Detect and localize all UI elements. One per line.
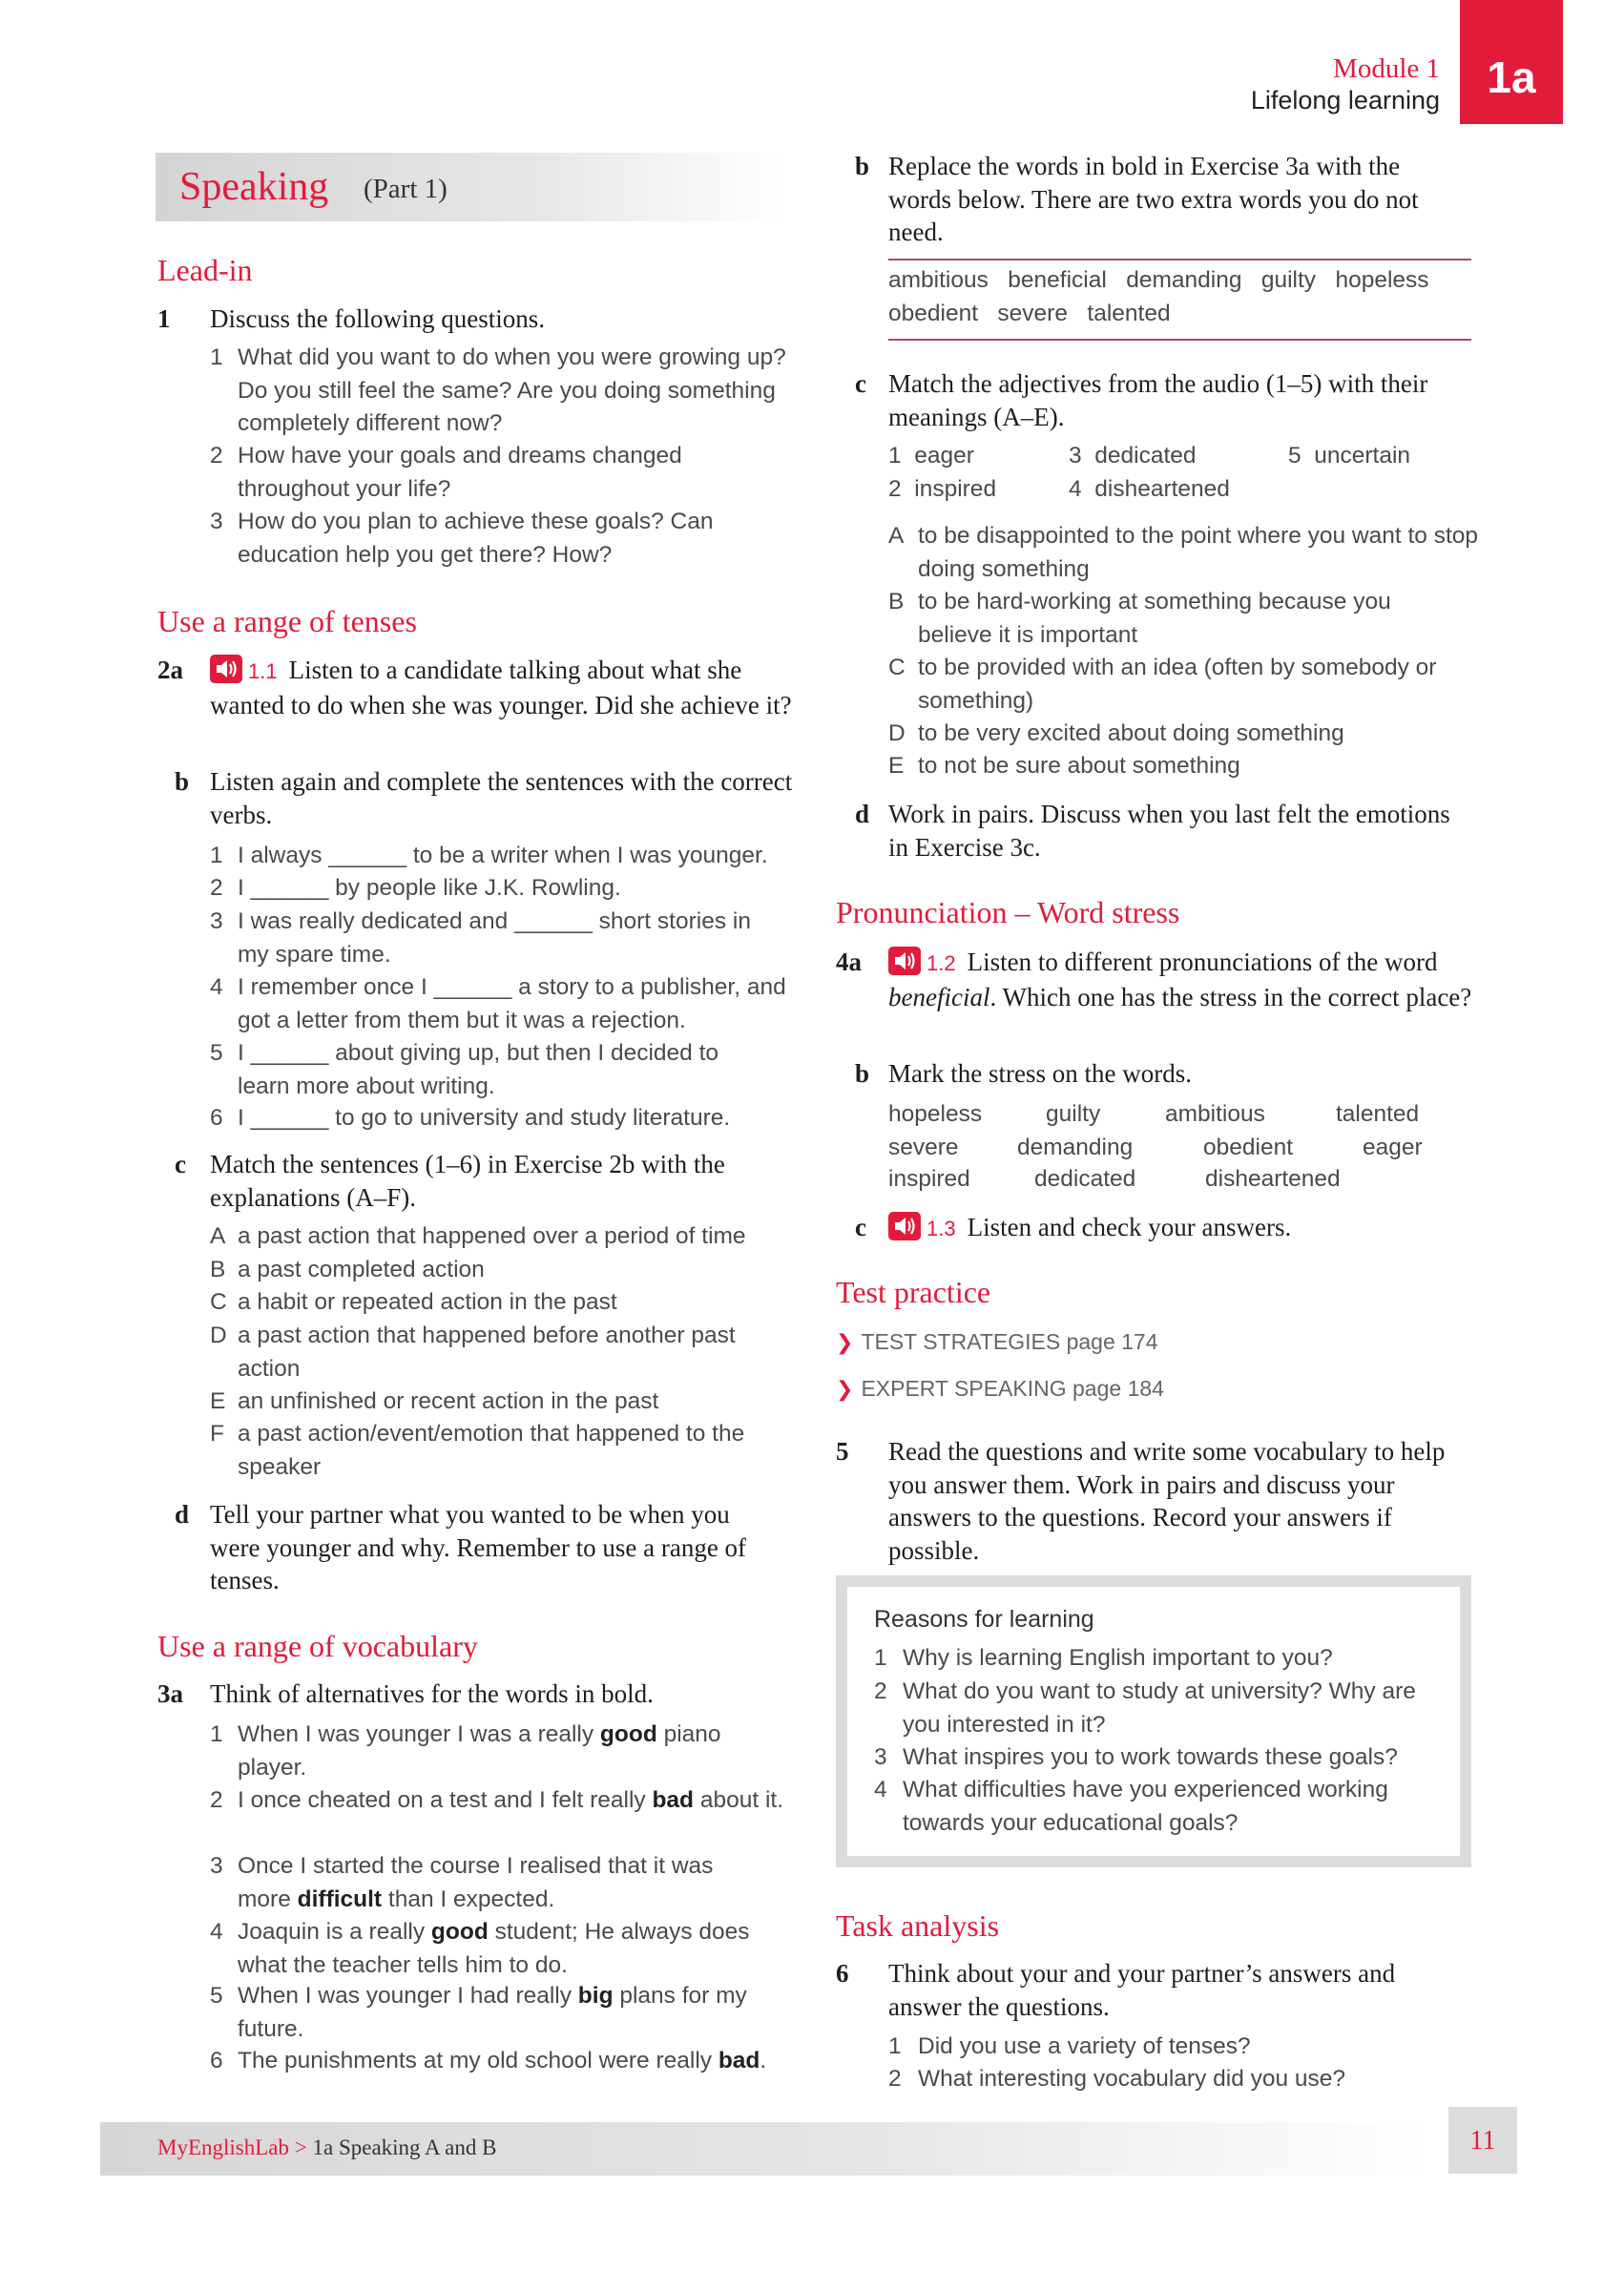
word-box-top-rule <box>888 259 1471 260</box>
module-subtitle: Lifelong learning <box>1250 86 1440 115</box>
link-page[interactable]: page 174 <box>1066 1329 1158 1354</box>
exercise-letter: c <box>855 1213 866 1241</box>
item-text: inspired <box>914 476 997 502</box>
audio-play-icon[interactable] <box>888 1212 921 1240</box>
item-number: 2 <box>874 1678 887 1704</box>
heading-pronunciation: Pronunciation – Word stress <box>836 895 1180 929</box>
exercise-instruction: Match the sentences (1–6) in Exercise 2b with the explanations (A–F). <box>210 1150 725 1212</box>
exercise-instruction: Think of alternatives for the words in bold. <box>210 1679 654 1708</box>
item-number: 2 <box>888 476 902 502</box>
item-text: What difficulties have you experienced working towards your educational goals? <box>903 1777 1388 1836</box>
exercise-letter: c <box>175 1150 186 1178</box>
stress-word: eager <box>1363 1135 1423 1160</box>
item-text: a habit or repeated action in the past <box>238 1289 617 1315</box>
bold-word: difficult <box>297 1886 383 1912</box>
footer-bar <box>100 2122 1431 2176</box>
item-text: What did you want to do when you were growing up? Do you still feel the same? Are you doing something completely different now? <box>238 344 786 436</box>
bold-word: big <box>577 1983 614 2009</box>
item-text: How do you plan to achieve these goals? Can education help you get there? How? <box>238 509 714 568</box>
exercise-instruction: Think about your and your partner’s answers and answer the questions. <box>888 1959 1396 2021</box>
item-text: eager <box>914 443 974 469</box>
exercise-instruction: . Which one has the stress in the correct place? <box>989 982 1472 1011</box>
item-text: uncertain <box>1314 443 1411 469</box>
item-text: to be provided with an idea (often by somebody or something) <box>918 655 1437 714</box>
audio-track-number[interactable]: 1.2 <box>927 951 956 975</box>
stress-word: dedicated <box>1034 1166 1136 1192</box>
item-text: a past action that happened before another past action <box>238 1323 736 1382</box>
heading-lead-in: Lead-in <box>157 253 253 287</box>
item-number: 1 <box>888 2033 902 2059</box>
item-number: 1 <box>210 1721 223 1747</box>
item-number: 3 <box>210 509 223 534</box>
item-number: 5 <box>1288 443 1301 469</box>
section-title-bar <box>156 153 785 221</box>
stress-word: guilty <box>1046 1101 1101 1127</box>
item-number: 1 <box>210 843 223 868</box>
item-text: What interesting vocabulary did you use? <box>918 2066 1346 2092</box>
item-number: 6 <box>210 2048 223 2073</box>
link-label[interactable]: TEST STRATEGIES <box>861 1329 1061 1354</box>
adjective-item <box>1069 473 1230 507</box>
item-text: Did you use a variety of tenses? <box>918 2033 1251 2059</box>
exercise-letter: b <box>855 152 870 180</box>
item-text: I ______ to go to university and study literature. <box>238 1105 731 1131</box>
stress-word: talented <box>1336 1101 1420 1127</box>
word-box-line: ambitious beneficial demanding guilty hopeless <box>888 267 1429 293</box>
page-number-box <box>1448 2107 1517 2174</box>
chevron-right-icon: ❯ <box>836 1378 854 1402</box>
item-text: What do you want to study at university? Why are you interested in it? <box>903 1678 1416 1738</box>
item-text: I once cheated on a test and I felt really <box>238 1787 653 1813</box>
heading-task-analysis: Task analysis <box>836 1908 1000 1943</box>
exercise-number: 1 <box>157 304 171 333</box>
item-letter: C <box>888 655 906 680</box>
item-number: 5 <box>210 1040 223 1066</box>
item-number: 3 <box>874 1744 887 1770</box>
item-number: 4 <box>1069 476 1082 502</box>
stress-word: severe <box>888 1135 959 1160</box>
bold-word: good <box>599 1721 657 1747</box>
exercise-letter: b <box>855 1059 870 1088</box>
exercise-letter: d <box>855 800 870 828</box>
audio-track-number[interactable]: 1.3 <box>927 1217 956 1240</box>
item-letter: B <box>210 1257 226 1282</box>
item-text: Why is learning English important to you? <box>903 1645 1333 1671</box>
bold-word: good <box>430 1919 489 1945</box>
item-text: . <box>760 2048 767 2073</box>
adjective-item <box>888 473 996 507</box>
item-letter: A <box>210 1223 226 1249</box>
adjective-item <box>1288 440 1410 473</box>
exercise-instruction: Tell your partner what you wanted to be when you were younger and why. Remember to use a range of tenses. <box>210 1500 747 1594</box>
exercise-number: 5 <box>836 1437 849 1466</box>
item-letter: E <box>210 1388 226 1414</box>
item-letter: A <box>888 523 905 549</box>
audio-play-icon[interactable] <box>210 655 242 683</box>
item-number: 1 <box>210 344 223 370</box>
exercise-instruction: Discuss the following questions. <box>210 304 545 333</box>
item-text: I was really dedicated and ______ short stories in my spare time. <box>238 908 751 968</box>
unit-badge <box>1460 0 1563 124</box>
test-strategies-link[interactable] <box>836 1325 1158 1361</box>
item-number: 4 <box>210 1919 223 1945</box>
heading-tenses: Use a range of tenses <box>157 604 417 638</box>
item-text: When I was younger I was a really <box>238 1721 600 1747</box>
exercise-instruction: Listen and check your answers. <box>967 1213 1292 1241</box>
italic-word: beneficial <box>888 982 990 1011</box>
adjective-item <box>1069 440 1197 473</box>
bold-word: bad <box>718 2048 760 2073</box>
exercise-letter: c <box>855 369 866 398</box>
item-text: I ______ about giving up, but then I decided to learn more about writing. <box>238 1040 719 1099</box>
exercise-instruction: Read the questions and write some vocabulary to help you answer them. Work in pairs and discuss your answers to the questions. Record your answers if possible. <box>888 1437 1446 1565</box>
item-text: disheartened <box>1094 476 1230 502</box>
item-letter: D <box>210 1323 227 1348</box>
item-number: 1 <box>888 443 902 469</box>
item-letter: D <box>888 720 906 746</box>
exercise-number: 4a <box>836 948 862 976</box>
item-number: 6 <box>210 1105 223 1131</box>
page-title-part: (Part 1) <box>364 174 448 204</box>
myenglishlab-link[interactable] <box>157 2136 496 2160</box>
item-number: 3 <box>1069 443 1082 469</box>
footer-link-label[interactable]: 1a Speaking A and B <box>312 2136 497 2159</box>
item-text: Joaquin is a really <box>238 1919 431 1945</box>
stress-word: inspired <box>888 1166 970 1192</box>
item-text: dedicated <box>1094 443 1197 469</box>
item-text: to be hard-working at something because you believe it is important <box>918 589 1391 648</box>
audio-track-number[interactable]: 1.1 <box>248 659 278 683</box>
exercise-instruction: Work in pairs. Discuss when you last felt the emotions in Exercise 3c. <box>888 800 1450 862</box>
exercise-number: 3a <box>157 1679 183 1708</box>
stress-word: demanding <box>1017 1135 1134 1160</box>
word-box-line: obedient severe talented <box>888 301 1171 326</box>
item-number: 4 <box>210 974 223 1000</box>
item-number: 2 <box>210 875 223 901</box>
exercise-number: 6 <box>836 1959 849 1988</box>
exercise-letter: b <box>175 767 190 796</box>
item-text: than I expected. <box>382 1886 555 1912</box>
item-text: plans for my future. <box>238 1983 747 2042</box>
item-letter: F <box>210 1421 224 1447</box>
adjective-item <box>888 440 974 473</box>
item-number: 4 <box>874 1777 887 1802</box>
exercise-instruction: Listen to a candidate talking about what she wanted to do when she was younger. Did she achieve it? <box>210 656 792 719</box>
item-text: to not be sure about something <box>918 753 1240 779</box>
heading-vocabulary: Use a range of vocabulary <box>157 1629 478 1663</box>
item-text: an unfinished or recent action in the past <box>238 1388 659 1414</box>
item-text: I ______ by people like J.K. Rowling. <box>238 875 621 901</box>
word-box-bottom-rule <box>888 339 1471 341</box>
exercise-number: 2a <box>157 656 183 684</box>
item-text: about it. <box>694 1787 784 1813</box>
item-number: 2 <box>888 2066 902 2092</box>
footer-lab-label[interactable]: MyEnglishLab <box>157 2136 289 2159</box>
item-text: When I was younger I had really <box>238 1983 578 2009</box>
link-label[interactable]: EXPERT SPEAKING <box>861 1376 1067 1401</box>
item-text: piano player. <box>238 1721 721 1781</box>
link-page[interactable]: page 184 <box>1072 1376 1164 1401</box>
item-number: 2 <box>210 443 223 469</box>
exercise-instruction: Mark the stress on the words. <box>888 1059 1192 1088</box>
item-letter: C <box>210 1289 227 1315</box>
stress-word: disheartened <box>1205 1166 1341 1192</box>
item-text: a past action that happened over a period of time <box>238 1223 746 1249</box>
item-text: I remember once I ______ a story to a publisher, and got a letter from them but it was a rejection. <box>238 974 786 1033</box>
item-text: How have your goals and dreams changed throughout your life? <box>238 443 682 502</box>
item-text: to be very excited about doing something <box>918 720 1344 746</box>
expert-speaking-link[interactable] <box>836 1372 1164 1407</box>
page-title: Speaking <box>179 165 329 209</box>
item-number: 1 <box>874 1645 887 1671</box>
item-text: a past completed action <box>238 1257 485 1282</box>
unit-badge-label: 1a <box>1487 52 1536 102</box>
item-number: 5 <box>210 1983 223 2009</box>
item-text: What inspires you to work towards these goals? <box>903 1744 1398 1770</box>
exercise-instruction: Listen to different pronunciations of the word <box>967 948 1438 976</box>
item-number: 2 <box>210 1787 223 1813</box>
item-letter: B <box>888 589 905 615</box>
item-text: a past action/event/emotion that happened to the speaker <box>238 1421 745 1480</box>
item-text: The punishments at my old school were really <box>238 2048 718 2073</box>
exercise-instruction: Replace the words in bold in Exercise 3a with the words below. There are two extra words you do not need. <box>888 152 1419 246</box>
exercise-letter: d <box>175 1500 190 1529</box>
item-number: 3 <box>210 1853 223 1879</box>
audio-play-icon[interactable] <box>888 947 921 975</box>
footer-separator: > <box>294 2136 307 2159</box>
exercise-instruction: Match the adjectives from the audio (1–5) with their meanings (A–E). <box>888 369 1428 431</box>
item-text: Once I started the course I realised that it was more <box>238 1853 714 1912</box>
item-text: student; He always does what the teacher tells him to do. <box>238 1919 750 1978</box>
page-number: 11 <box>1469 2126 1496 2156</box>
heading-test-practice: Test practice <box>836 1275 991 1309</box>
stress-word: obedient <box>1203 1135 1294 1160</box>
item-text: to be disappointed to the point where you want to stop doing something <box>918 523 1479 582</box>
item-text: I always ______ to be a writer when I was younger. <box>238 843 768 868</box>
chevron-right-icon: ❯ <box>836 1331 854 1355</box>
exercise-instruction: Listen again and complete the sentences with the correct verbs. <box>210 767 793 829</box>
reasons-box-title: Reasons for learning <box>874 1606 1094 1633</box>
stress-word: ambitious <box>1165 1101 1265 1127</box>
stress-word: hopeless <box>888 1101 983 1127</box>
module-label: Module 1 <box>1333 53 1440 84</box>
item-number: 3 <box>210 908 223 934</box>
bold-word: bad <box>652 1787 695 1813</box>
item-letter: E <box>888 753 905 779</box>
